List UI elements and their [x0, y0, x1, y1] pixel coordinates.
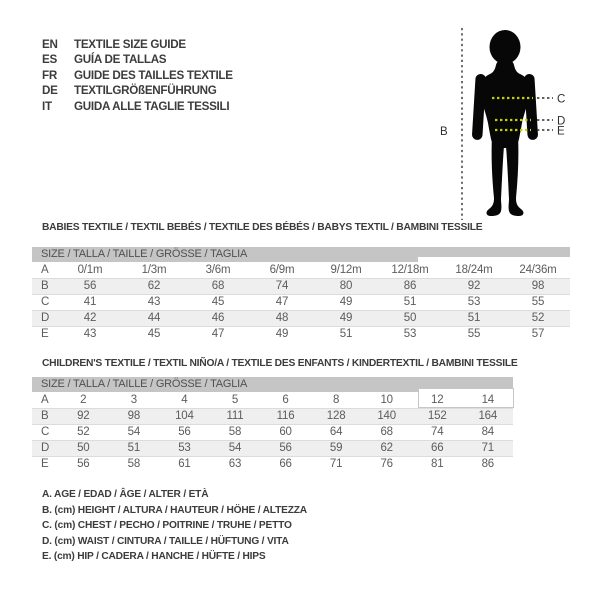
table-cell: 98: [127, 410, 141, 422]
table-cell: 50: [403, 312, 417, 324]
table-cell: 140: [377, 410, 396, 422]
table-cell: 0/1m: [77, 263, 103, 276]
table-cell: 2: [80, 393, 87, 406]
row-label: E: [41, 328, 49, 340]
legend-height: B. (cm) HEIGHT / ALTURA / HAUTEUR / HÖHE / ALTEZZA: [42, 503, 307, 516]
table-cell: 64: [329, 426, 343, 438]
table-cell: 164: [478, 410, 498, 422]
table-cell: 51: [467, 312, 481, 324]
child-measurement-figure: [435, 6, 575, 221]
babies-table: [32, 262, 570, 342]
table-cell: 47: [211, 328, 225, 340]
table-cell: 45: [211, 296, 225, 308]
table-cell: 84: [481, 426, 494, 438]
legend-age: A. AGE / EDAD / ÂGE / ALTER / ETÀ: [42, 488, 209, 500]
table-cell: 111: [226, 410, 244, 422]
row-label: A: [41, 263, 49, 276]
row-label: C: [41, 296, 50, 308]
table-cell: 1/3m: [141, 263, 167, 276]
table-cell: 3: [130, 393, 137, 406]
language-code: FR: [42, 67, 57, 82]
table-cell: 47: [275, 296, 289, 308]
table-row: [32, 294, 570, 310]
table-cell: 104: [175, 410, 194, 422]
table-cell: 56: [83, 280, 97, 292]
table-cell: 68: [211, 280, 225, 292]
table-cell: 56: [279, 442, 292, 454]
table-row: [32, 310, 570, 326]
table-cell: 128: [326, 410, 346, 422]
table-cell: 5: [231, 393, 239, 406]
table-cell: 51: [403, 296, 417, 308]
table-cell: 52: [531, 312, 545, 324]
table-cell: 92: [467, 280, 481, 292]
measurement-legend: [42, 487, 307, 565]
table-row: [32, 392, 513, 408]
row-label: D: [41, 312, 50, 324]
table-cell: 48: [275, 312, 289, 324]
language-row-en: [42, 37, 233, 52]
language-row-es: [42, 52, 233, 67]
table-cell: 6: [282, 393, 289, 406]
table-cell: 44: [147, 312, 161, 324]
table-cell: 54: [228, 442, 242, 454]
babies-size-header: SIZE / TALLA / TAILLE / GRÖSSE / TAGLIA: [32, 247, 570, 262]
table-cell: 86: [481, 458, 494, 470]
table-cell: 4: [181, 393, 188, 406]
table-cell: 63: [228, 458, 242, 470]
label-hip-e: E: [557, 125, 565, 138]
row-label: A: [41, 393, 49, 406]
table-cell: 56: [178, 426, 191, 438]
table-row: [32, 408, 513, 424]
table-cell: 51: [127, 442, 141, 454]
table-cell: 58: [228, 426, 242, 438]
table-cell: 81: [431, 458, 444, 470]
language-code: EN: [42, 37, 58, 51]
table-cell: 60: [279, 426, 292, 438]
table-row: [32, 262, 570, 278]
table-row: [32, 278, 570, 294]
row-label: E: [41, 458, 49, 470]
table-cell: 10: [380, 393, 393, 406]
table-cell: 50: [77, 442, 90, 454]
table-cell: 55: [467, 328, 481, 340]
silhouette-body: [472, 30, 539, 216]
table-cell: 42: [83, 312, 97, 324]
table-cell: 53: [403, 328, 417, 340]
table-cell: 61: [178, 458, 191, 470]
table-cell: 58: [127, 458, 141, 470]
label-waist-d: D: [557, 115, 566, 128]
table-cell: 74: [275, 280, 289, 292]
table-cell: 54: [127, 426, 141, 438]
table-cell: 3/6m: [205, 263, 231, 276]
row-label: C: [41, 426, 50, 438]
table-cell: 41: [83, 296, 97, 308]
table-cell: 51: [339, 328, 353, 340]
table-cell: 9/12m: [330, 263, 362, 276]
language-code: DE: [42, 83, 58, 98]
language-row-de: [42, 83, 233, 98]
table-cell: 55: [531, 296, 545, 308]
table-cell: 92: [77, 410, 90, 422]
table-cell: 53: [467, 296, 481, 308]
table-cell: 86: [403, 280, 417, 292]
language-title: GUIDA ALLE TAGLIE TESSILI: [74, 98, 230, 113]
table-cell: 62: [380, 442, 393, 454]
row-label: B: [41, 410, 49, 422]
children-section-title: CHILDREN'S TEXTILE / TEXTIL NIÑO/A / TEXTILE DES ENFANTS / KINDERTEXTIL / BAMBINI TESSILE: [42, 357, 518, 369]
table-cell: 68: [380, 426, 393, 438]
table-cell: 66: [431, 442, 444, 454]
table-cell: 49: [275, 328, 289, 340]
table-cell: 43: [83, 328, 97, 340]
table-cell: 45: [147, 328, 161, 340]
language-code: ES: [42, 52, 57, 67]
table-cell: 71: [329, 458, 343, 470]
table-cell: 53: [178, 442, 191, 454]
table-cell: 74: [431, 426, 444, 438]
table-cell: 59: [329, 442, 343, 454]
table-cell: 80: [339, 280, 353, 292]
table-cell: 12/18m: [391, 263, 429, 276]
table-row: [32, 440, 513, 456]
table-cell: 76: [380, 458, 393, 470]
table-cell: 43: [147, 296, 161, 308]
table-cell: 14: [481, 393, 494, 406]
legend-waist: D. (cm) WAIST / CINTURA / TAILLE / HÜFTUNG / VITA: [42, 534, 289, 547]
language-code: IT: [42, 98, 52, 113]
table-cell: 49: [339, 296, 353, 308]
children-size-header: SIZE / TALLA / TAILLE / GRÖSSE / TAGLIA: [32, 377, 513, 392]
table-cell: 57: [531, 328, 545, 340]
language-list: [42, 37, 233, 114]
table-row: [32, 424, 513, 440]
language-title: TEXTILE SIZE GUIDE: [74, 37, 186, 51]
table-row: [32, 456, 513, 472]
table-cell: 6/9m: [269, 263, 295, 276]
label-chest-c: C: [557, 93, 566, 106]
table-cell: 24/36m: [519, 263, 557, 276]
table-cell: 12: [431, 393, 444, 406]
row-label: D: [41, 442, 50, 454]
table-cell: 46: [211, 312, 225, 324]
label-height-b: B: [440, 126, 448, 138]
child-silhouette-icon: [435, 6, 575, 221]
children-table: [32, 392, 513, 472]
table-cell: 152: [427, 410, 447, 422]
language-row-fr: [42, 68, 233, 83]
table-cell: 56: [77, 458, 90, 470]
table-cell: 66: [279, 458, 292, 470]
table-cell: 62: [147, 280, 161, 292]
language-title: GUIDE DES TAILLES TEXTILE: [74, 67, 233, 82]
table-cell: 98: [531, 280, 545, 292]
legend-chest: C. (cm) CHEST / PECHO / POITRINE / TRUHE / PETTO: [42, 519, 292, 532]
table-cell: 18/24m: [455, 263, 493, 276]
legend-hip: E. (cm) HIP / CADERA / HANCHE / HÜFTE / HIPS: [42, 550, 266, 563]
table-row: [32, 326, 570, 342]
table-cell: 116: [276, 410, 295, 422]
language-title: GUÍA DE TALLAS: [74, 52, 167, 67]
table-cell: 71: [481, 442, 494, 454]
row-label: B: [41, 280, 49, 292]
table-cell: 52: [77, 426, 90, 438]
table-cell: 8: [332, 393, 340, 406]
babies-section-title: BABIES TEXTILE / TEXTIL BEBÉS / TEXTILE DES BÉBÉS / BABYS TEXTIL / BAMBINI TESSILE: [42, 221, 483, 233]
language-row-it: [42, 99, 233, 114]
table-cell: 49: [339, 312, 353, 324]
language-title: TEXTILGRÖßENFÜHRUNG: [74, 83, 217, 98]
